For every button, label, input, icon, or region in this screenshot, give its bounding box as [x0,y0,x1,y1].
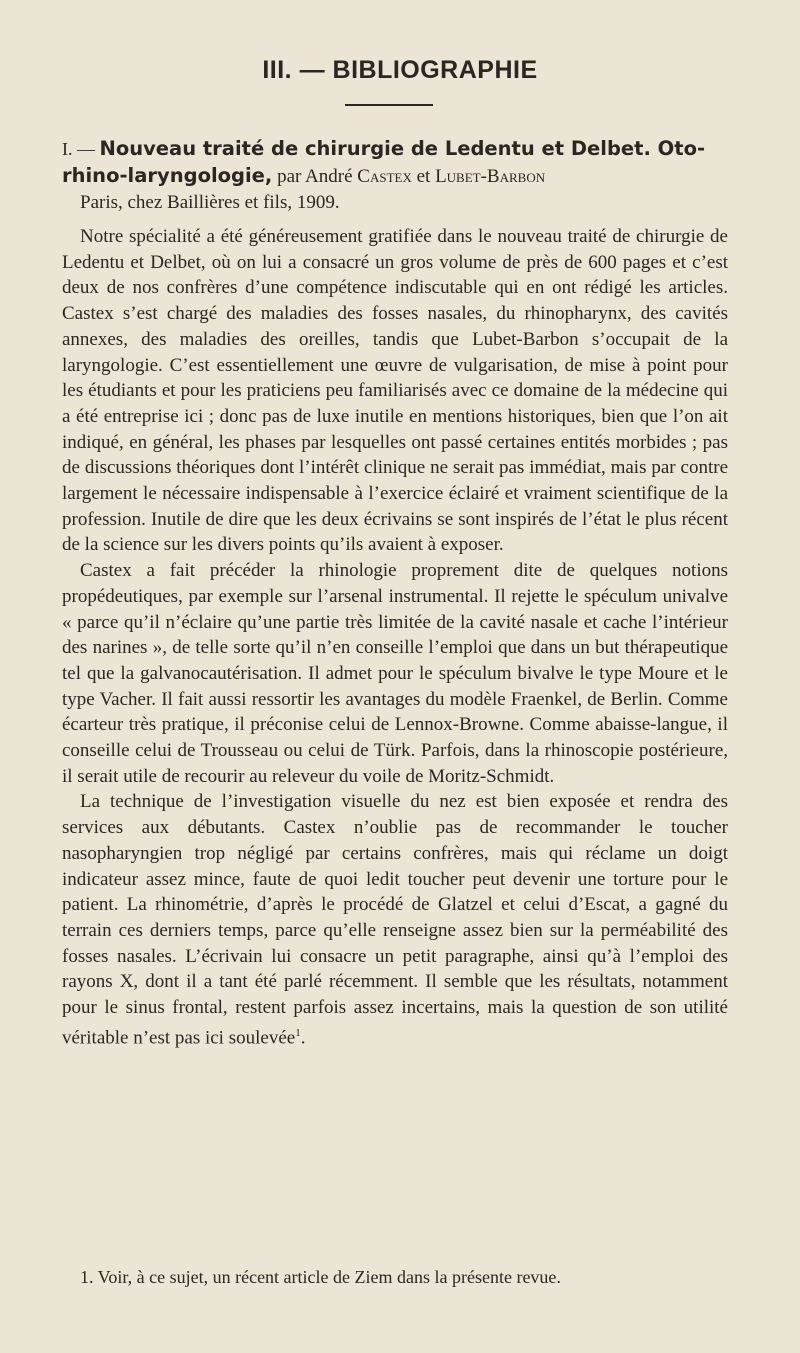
bibliography-entry-heading [62,136,742,216]
entry-and: et [411,166,436,187]
footnote: 1. Voir, à ce sujet, un récent article de Ziem dans la présente revue. [80,1267,561,1287]
entry-by: par André [272,166,358,187]
author-castex: Castex [357,166,412,187]
paragraph-1: Notre spécialité a été généreusement gratifiée dans le nouveau traité de chirurgie de Ledentu et Delbet, où on lui a consacré un gros volume de près de 600 pages et c’est deux de nos confrères d’une compétence indiscutable qui en ont rédigé les articles. Castex s’est chargé des maladies des fosses nasales, du rhinopharynx, des cavités annexes, des maladies des oreilles, tandis que Lubet-Barbon s’occupait de la laryngologie. C’est essentiellement une œuvre de vulgarisation, de mise à point pour les étudiants et pour les praticiens peu familiarisés avec ce domaine de la médecine qui a été entreprise ici ; donc pas de luxe inutile en mentions historiques, bien que l’on ait indiqué, en général, les phases par lesquelles ont passé certaines entités morbides ; pas de discussions théoriques dont l’intérêt clinique ne serait pas immédiat, mais par contre largement le nécessaire indispensable à l’exercice éclairé et vraiment scientifique de la profession. Inutile de dire que les deux écrivains se sont inspirés de l’état le plus récent de la science sur les divers points qu’ils avaient à exposer. [62,226,728,556]
title-rule [345,104,433,106]
entry-publisher: Paris, chez Baillières et fils, 1909. [80,192,340,213]
entry-title: Nouveau traité de chirurgie de Ledentu et Delbet. Oto-rhino-laryngologie, [62,137,706,187]
author-lubet-barbon: Lubet-Barbon [435,166,546,187]
paragraph-2: Castex a fait précéder la rhinologie proprement dite de quelques notions propédeutiques, par exemple sur l’arsenal instrumental. Il rejette le spéculum univalve « parce qu’il n’éclaire qu’une partie très limitée de la cavité nasale et cache l’intérieur des narines », de telle sorte qu’il n’en conseille l’emploi que dans un but thérapeutique tel que la galvanocautérisation. Il admet pour le spéculum bivalve le type Moure et le type Vacher. Il fait aussi ressortir les avantages du modèle Fraenkel, de Berlin. Comme écarteur très pratique, il préconise celui de Lennox-Browne. Comme abaisse-langue, il conseille celui de Trousseau ou celui de Türk. Parfois, dans la rhinoscopie postérieure, il serait utile de recourir au releveur du voile de Moritz-Schmidt. [62,560,728,787]
entry-number: I. — [62,139,100,159]
section-title: III. — BIBLIOGRAPHIE [262,56,538,84]
footnote-marker: 1 [295,1026,301,1039]
review-body [62,224,728,1051]
paragraph-3-end: . [300,1027,306,1049]
paragraph-3 [62,789,728,1050]
paragraph-3-text: La technique de l’investigation visuelle du nez est bien exposée et rendra des services aux débutants. Castex n’oublie pas de recommander le toucher nasopharyngien trop négligé par certains confrères, mais qui réclame un doigt indicateur assez mince, faute de quoi ledit toucher peut devenir une torture pour le patient. La rhinométrie, d’après le procédé de Glatzel et celui d’Escat, a gagné du terrain ces derniers temps, parce qu’elle renseigne assez bien sur la perméabilité des fosses nasales. L’écrivain lui consacre un petit paragraphe, ainsi qu’à l’emploi des rayons X, dont il a tant été parlé récemment. Il semble que les résultats, notamment pour le sinus frontal, restent parfois assez incertains, mais la question de son utilité véritable n’est pas ici soulevée [62,791,728,1049]
